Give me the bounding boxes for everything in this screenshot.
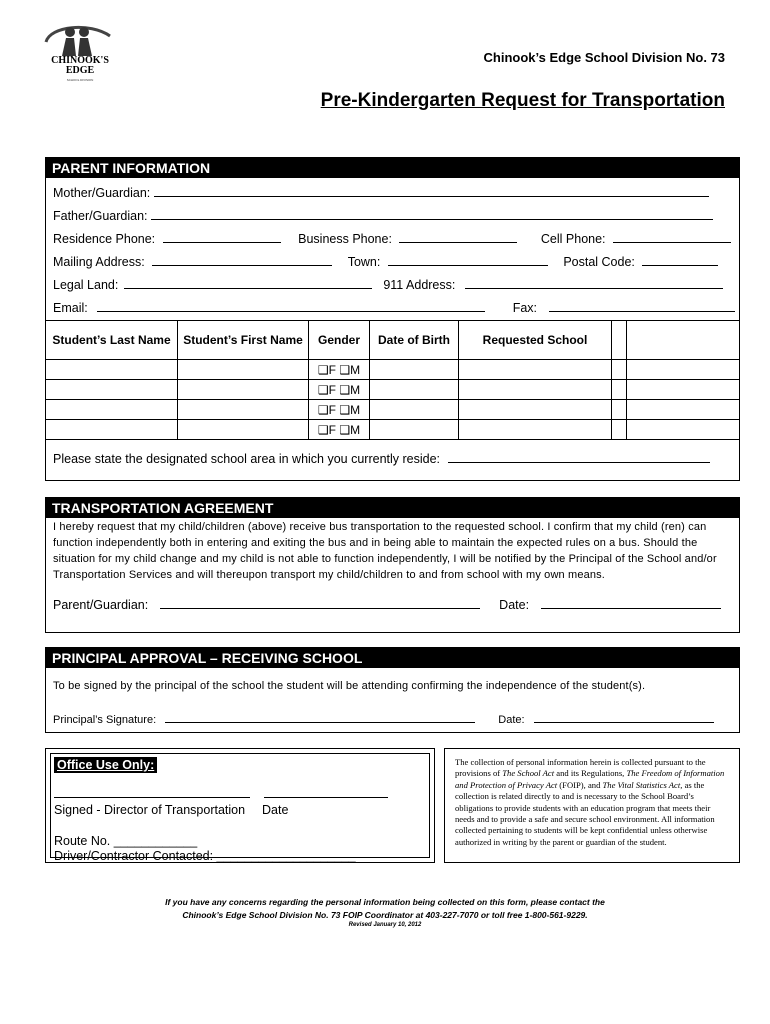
- extra-cell[interactable]: [627, 380, 740, 400]
- cell-phone-field[interactable]: [613, 230, 731, 243]
- table-header-row: [46, 321, 739, 360]
- gender-cell[interactable]: ❑F ❑M: [309, 380, 370, 400]
- section-heading: PARENT INFORMATION: [46, 158, 739, 178]
- principal-signature-row: [53, 710, 714, 726]
- father-guardian-label: Father/Guardian:: [53, 209, 148, 223]
- foip-text-4: , as the collection is related directly to and is necessary to the School Board’s obligations to provide students with an education program that meets their needs and to provide a safe and secure school environment. All information collected pertaining to students will be kept confidential unless otherwise authorized in writing by the parent or guardian of the student.: [455, 779, 715, 847]
- principal-date-label: Date:: [498, 714, 525, 726]
- foip-text-1: The collection of personal information herein is collected pursuant to the provisions of: [455, 757, 706, 779]
- business-phone-label: Business Phone:: [298, 232, 392, 246]
- extra-cell[interactable]: [627, 400, 740, 420]
- business-phone-field[interactable]: [399, 230, 517, 243]
- division-name: Chinook’s Edge School Division No. 73: [483, 50, 725, 65]
- school-cell[interactable]: [459, 380, 612, 400]
- mother-guardian-row: [53, 184, 709, 200]
- town-label: Town:: [347, 255, 381, 269]
- section-heading: TRANSPORTATION AGREEMENT: [46, 498, 739, 518]
- first-name-cell[interactable]: [178, 420, 309, 440]
- fax-field[interactable]: [549, 299, 735, 312]
- last-name-cell[interactable]: [46, 400, 178, 420]
- foip-act-school: The School Act: [502, 768, 555, 779]
- mother-guardian-field[interactable]: [154, 184, 709, 197]
- dob-cell[interactable]: [370, 400, 459, 420]
- col-requested-school: Requested School: [459, 321, 612, 360]
- foip-text-3: (FOIP), and: [557, 779, 603, 790]
- route-number-label: Route No. ____________: [54, 834, 198, 848]
- extra-cell[interactable]: [612, 360, 627, 380]
- table-row: [46, 360, 739, 380]
- gender-cell[interactable]: ❑F ❑M: [309, 400, 370, 420]
- address-row: [53, 253, 718, 269]
- address-911-field[interactable]: [465, 276, 723, 289]
- principal-date-field[interactable]: [534, 710, 714, 723]
- col-date-of-birth: Date of Birth: [370, 321, 459, 360]
- email-field[interactable]: [97, 299, 485, 312]
- mother-guardian-label: Mother/Guardian:: [53, 186, 151, 200]
- section-heading: PRINCIPAL APPROVAL – RECEIVING SCHOOL: [46, 648, 739, 668]
- last-name-cell[interactable]: [46, 380, 178, 400]
- table-row: [46, 400, 739, 420]
- office-use-box: [45, 748, 435, 863]
- dob-cell[interactable]: [370, 360, 459, 380]
- extra-cell[interactable]: [627, 420, 740, 440]
- phone-row: [53, 230, 731, 246]
- principal-approval-section: [45, 647, 740, 733]
- foip-text-2: and its Regulations,: [554, 768, 627, 779]
- agreement-text: I hereby request that my child/children (above) receive bus transportation to the requested school. I confirm that my child (ren) can function independently both in entering and exiting the bus and in being able to maintain the expected rules on a bus. Should the situation for my child change and my child is not able to function independently, I will be notified by the Principal of the School and/or Transportation Services and will thereupon transport my child/children to and from school with my own means.: [53, 521, 717, 581]
- email-label: Email:: [53, 301, 88, 315]
- foip-act-privacy: The Freedom of Information and Protection of Privacy Act: [455, 768, 725, 790]
- legal-land-label: Legal Land:: [53, 278, 119, 292]
- footer-line-1: If you have any concerns regarding the personal information being collected on this form, please contact the: [165, 897, 605, 907]
- revised-date: Revised January 10, 2012: [348, 922, 422, 928]
- agreement-date-label: Date:: [499, 598, 530, 612]
- parent-guardian-field[interactable]: [160, 596, 480, 609]
- director-signature-line[interactable]: [54, 785, 250, 798]
- town-field[interactable]: [388, 253, 548, 266]
- dob-cell[interactable]: [370, 420, 459, 440]
- office-date-label: Date: [262, 803, 289, 817]
- parent-guardian-label: Parent/Guardian:: [53, 598, 149, 612]
- last-name-cell[interactable]: [46, 360, 178, 380]
- col-extra-2: [627, 321, 740, 360]
- page-title: Pre-Kindergarten Request for Transportation: [320, 90, 725, 111]
- residence-phone-label: Residence Phone:: [53, 232, 156, 246]
- principal-text: To be signed by the principal of the school the student will be attending confirming the independence of the student(s).: [53, 680, 646, 692]
- gender-cell[interactable]: ❑F ❑M: [309, 420, 370, 440]
- father-guardian-row: [53, 207, 713, 223]
- parent-information-section: [45, 157, 740, 481]
- gender-cell[interactable]: ❑F ❑M: [309, 360, 370, 380]
- col-last-name: Student’s Last Name: [46, 321, 178, 360]
- table-row: [46, 420, 739, 440]
- land-row: [53, 276, 723, 292]
- director-date-line[interactable]: [264, 785, 388, 798]
- school-cell[interactable]: [459, 400, 612, 420]
- school-area-label: Please state the designated school area in which you currently reside:: [53, 452, 441, 466]
- col-first-name: Student’s First Name: [178, 321, 309, 360]
- foip-notice: [444, 748, 740, 863]
- principal-signature-field[interactable]: [165, 710, 475, 723]
- residence-phone-field[interactable]: [163, 230, 281, 243]
- mailing-address-label: Mailing Address:: [53, 255, 145, 269]
- legal-land-field[interactable]: [124, 276, 372, 289]
- transportation-agreement-section: [45, 497, 740, 633]
- foip-act-vital: The Vital Statistics Act: [602, 779, 681, 790]
- col-extra-1: [612, 321, 627, 360]
- first-name-cell[interactable]: [178, 400, 309, 420]
- first-name-cell[interactable]: [178, 360, 309, 380]
- postal-code-field[interactable]: [642, 253, 718, 266]
- email-row: [53, 299, 735, 315]
- extra-cell[interactable]: [612, 420, 627, 440]
- dob-cell[interactable]: [370, 380, 459, 400]
- extra-cell[interactable]: [627, 360, 740, 380]
- principal-signature-label: Principal’s Signature:: [53, 714, 157, 726]
- students-table: [46, 320, 739, 440]
- extra-cell[interactable]: [612, 400, 627, 420]
- mailing-address-field[interactable]: [152, 253, 332, 266]
- cell-phone-label: Cell Phone:: [540, 232, 606, 246]
- fax-label: Fax:: [512, 301, 538, 315]
- postal-code-label: Postal Code:: [563, 255, 635, 269]
- school-area-field[interactable]: [448, 450, 710, 463]
- parent-signature-row: [53, 596, 721, 612]
- logo-subtitle: SCHOOL DIVISION: [66, 78, 94, 82]
- driver-contacted-label: Driver/Contractor Contacted: ____________________: [54, 849, 356, 863]
- office-use-title: Office Use Only:: [54, 757, 157, 773]
- footer-line-2: Chinook’s Edge School Division No. 73 FOIP Coordinator at 403-227-7070 or toll free 1-800-561-9229.: [182, 910, 588, 920]
- col-gender: Gender: [309, 321, 370, 360]
- table-row: [46, 380, 739, 400]
- agreement-date-field[interactable]: [541, 596, 721, 609]
- address-911-label: 911 Address:: [383, 278, 456, 292]
- father-guardian-field[interactable]: [151, 207, 713, 220]
- logo-name: CHINOOK'S EDGE: [51, 55, 109, 76]
- school-area-row: [53, 450, 710, 466]
- signed-director-label: Signed - Director of Transportation: [54, 803, 246, 817]
- school-cell[interactable]: [459, 360, 612, 380]
- extra-cell[interactable]: [612, 380, 627, 400]
- first-name-cell[interactable]: [178, 380, 309, 400]
- last-name-cell[interactable]: [46, 420, 178, 440]
- school-cell[interactable]: [459, 420, 612, 440]
